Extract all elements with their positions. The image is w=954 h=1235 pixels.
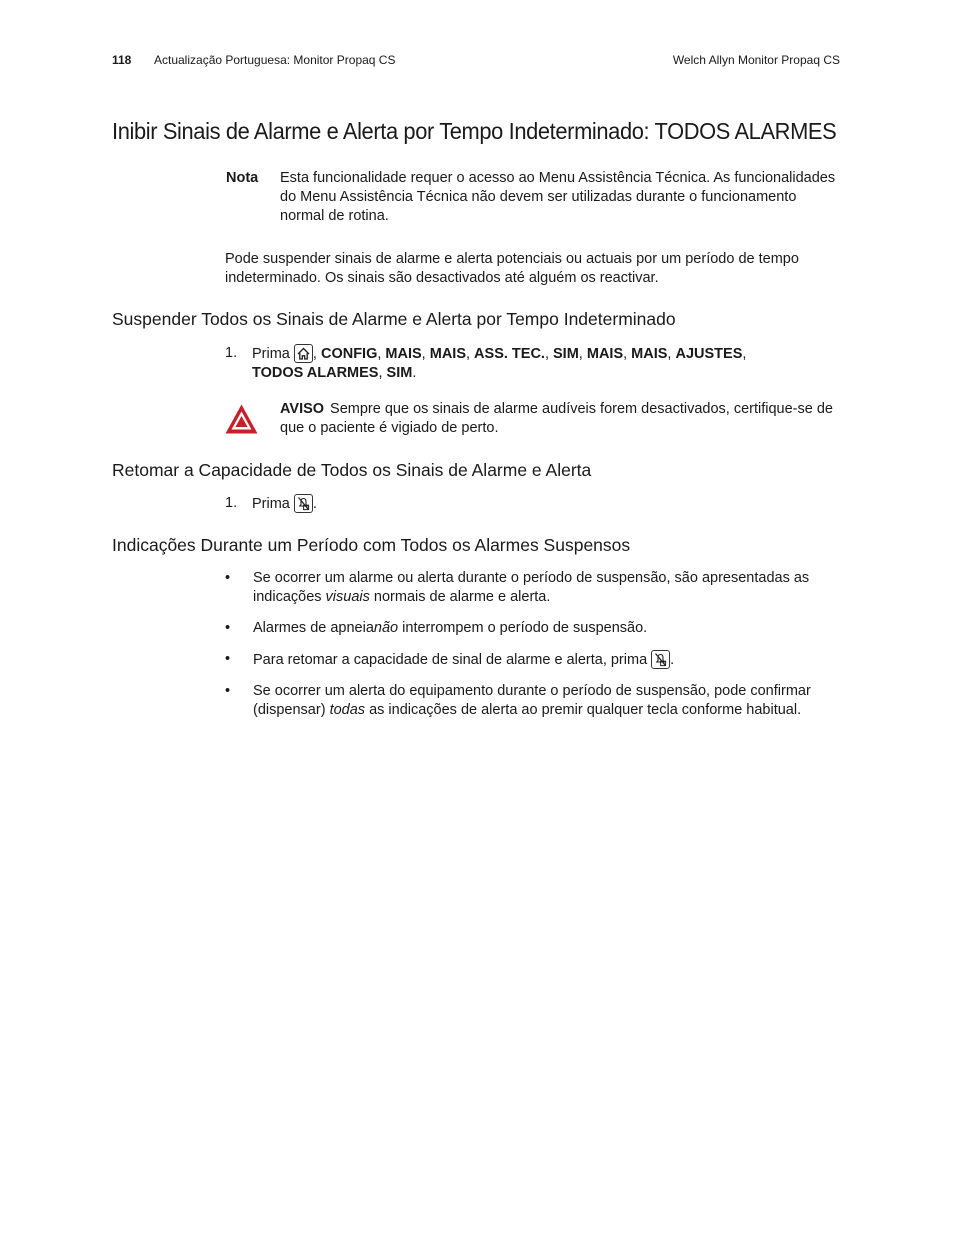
list-item: • Se ocorrer um alerta do equipamento durante o período de suspensão, pode confirmar (dispensar) todas as indicações de alerta ao premir qualquer tecla conforme habitual. [225,683,811,718]
page-number: 118 [112,53,132,67]
step-number: 1. [225,345,238,361]
warning-text: AVISO Sempre que os sinais de alarme audíveis forem desactivados, certifique-se de que o paciente é vigiado de perto. [280,401,833,436]
list-item: • Para retomar a capacidade de sinal de alarme e alerta, prima . [225,651,675,668]
header-right-title: Welch Allyn Monitor Propaq CS [672,53,840,67]
page-title: Inibir Sinais de Alarme e Alerta por Tempo Indeterminado: TODOS ALARMES [112,118,837,144]
indications-list [225,569,845,732]
step-text: Prima . [252,496,317,512]
home-key-icon [294,344,313,363]
section-heading-resume: Retomar a Capacidade de Todos os Sinais de Alarme e Alerta [112,460,592,480]
list-item: • Alarmes de apneianão interrompem o período de suspensão. [225,620,648,636]
warning-label: AVISO [280,401,325,417]
step-number: 1. [225,495,238,511]
list-item: • Se ocorrer um alarme ou alerta durante o período de suspensão, são apresentadas as indicações visuais normais de alarme e alerta. [225,570,810,605]
section-heading-indications: Indicações Durante um Período com Todos os Alarmes Suspensos [112,535,631,555]
step-text: Prima , CONFIG, MAIS, MAIS, ASS. TEC., SIM, MAIS, MAIS, AJUSTES, TODOS ALARMES, SIM. [252,346,747,381]
note-text: Esta funcionalidade requer o acesso ao Menu Assistência Técnica. As funcionalidades do Menu Assistência Técnica não devem ser utilizadas durante o funcionamento normal de rotina. [280,170,836,224]
section-heading-suspend: Suspender Todos os Sinais de Alarme e Alerta por Tempo Indeterminado [112,309,676,329]
intro-paragraph: Pode suspender sinais de alarme e alerta potenciais ou actuais por um período de tempo indeterminado. Os sinais são desactivados até alguém os reactivar. [225,251,799,286]
note-label: Nota [226,170,259,186]
warning-triangle-icon [224,403,259,435]
alarm-silence-key-icon [294,494,313,513]
alarm-silence-key-icon [651,650,670,669]
header-left-title: Actualização Portuguesa: Monitor Propaq CS [154,53,396,67]
